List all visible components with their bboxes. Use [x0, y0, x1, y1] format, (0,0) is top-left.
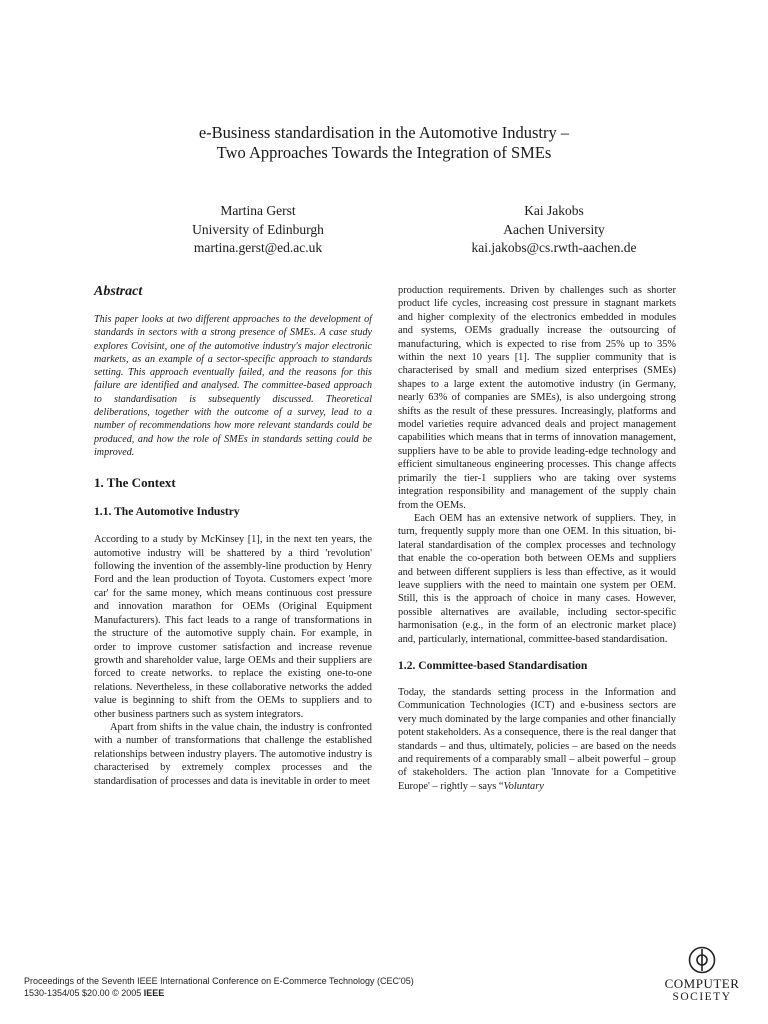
footer-copyright: 1530-1354/05 $20.00 © 2005: [24, 988, 144, 998]
body-paragraph: According to a study by McKinsey [1], in the next ten years, the automotive industry will be shattered by a third 'revolution' following the invention of the assembly-line production by Henry Ford and the lean production of Toyota. Customers expect 'more car' for the same money, which means continuous cost pressure and innovation marathon for OEMs (Original Equipment Manufacturers). This fact leads to a range of transformations in the structure of the automotive supply chain. For example, in order to improve customer satisfaction and increase revenue growth and shareholder value, large OEMs and their suppliers are forced to create networks. to replace the existing one-to-one relations. Nevertheless, in these collaborative networks the added value is beginning to shift from the OEMs to suppliers and to other business partners such as system integrators.: [94, 534, 372, 720]
author-block-1: [128, 202, 388, 258]
subsection-heading: 1.2. Committee-based Standardisation: [398, 658, 588, 672]
body-paragraph: production requirements. Driven by challenges such as shorter product life cycles, increasing cost pressure in stagnant markets and higher complexity of the electronics embedded in modules and systems, OEMs gradually increase the outsourcing of manufacturing, which is expected to rise from 25% up to 35% within the next 10 years [1]. The supplier community that is characterised by small and medium sized enterprises (SMEs) shapes to a large extent the automotive industry (in Germany, nearly 63% of companies are SMEs), is also undergoing strong shifts as the result of these pressures. Increasingly, platforms and model varieties require advanced deals and project management capabilities which means that in terms of innovation management, suppliers have to be able to provide leading-edge technology and efficient simultaneous engineering processes. This change affects primarily the tier-1 suppliers who are taking over systems integration responsibility and management of the supply chain from the OEMs.: [398, 285, 676, 511]
abstract-heading: Abstract: [94, 284, 143, 299]
body-text: Today, the standards setting process in the Information and Communication Technologies (ICT) and e-business sectors are very much dominated by the large companies and other financially potent stakeholders. As a consequence, there is the real danger that standards – and thus, ultimately, policies – are based on the needs and requirements of a comparably small – albeit powerful – group of stakeholders. The action plan 'Innovate for a Competitive Europe' – rightly – says “: [398, 686, 676, 792]
author-name: Kai Jakobs: [524, 203, 584, 218]
subsection-heading: 1.1. The Automotive Industry: [94, 505, 240, 519]
author-affiliation: University of Edinburgh: [192, 221, 324, 237]
author-email: kai.jakobs@cs.rwth-aachen.de: [471, 240, 637, 255]
body-paragraph: Apart from shifts in the value chain, the industry is confronted with a number of transformations that challenge the established relationships between industry players. The automotive industry is characterised by extremely complex processes and the standardisation of processes and data is inevitable in order to meet: [94, 721, 372, 787]
author-affiliation: Aachen University: [503, 221, 605, 237]
footer-line-1: Proceedings of the Seventh IEEE International Conference on E-Commerce Technology (CEC'05): [24, 976, 414, 986]
author-block-2: [404, 202, 704, 258]
author-email: martina.gerst@ed.ac.uk: [193, 240, 323, 255]
section-heading: 1. The Context: [94, 475, 176, 491]
paper-title: [0, 123, 768, 163]
footer: [24, 975, 414, 999]
left-column: [94, 284, 372, 788]
right-column: [398, 284, 676, 793]
abstract-text: This paper looks at two different approaches to the development of standards in sectors with a strong presence of SMEs. A case study explores Covisint, one of the automotive industry's major electronic markets, as an example of a sector-specific approach to standards setting. This approach eventually failed, and the reasons for this failure are identified and analysed. The committee-based approach to standardisation is subsequently discussed. Theoretical deliberations, together with the outcome of a survey, lead to a number of recommendations how more relevant standards could be produced, and how the role of SMEs in standards setting could be improved.: [94, 314, 372, 458]
ieee-emblem-icon: [688, 946, 716, 974]
author-name: Martina Gerst: [220, 203, 296, 218]
logo-text-society: SOCIETY: [672, 991, 732, 1003]
title-line-2: Two Approaches Towards the Integration of SMEs: [216, 143, 552, 162]
body-paragraph: Each OEM has an extensive network of suppliers. They, in turn, frequently supply more than one OEM. In this situation, bi-lateral standardisation of the complex processes and technology that enable the co-operation both between OEMs and suppliers and between different suppliers is less than effective, as it would leave suppliers with the need to maintain one system per OEM. Still, this is the approach of choice in many cases. However, possible alternatives are available, including sector-specific harmonisation (e.g., in the form of an electronic market place) and, particularly, international, committee-based standardisation.: [398, 512, 676, 645]
italic-text: Voluntary: [503, 780, 544, 792]
body-paragraph: [398, 686, 676, 793]
computer-society-logo: [654, 946, 750, 1010]
title-line-1: e-Business standardisation in the Automotive Industry –: [198, 123, 570, 142]
footer-line-2: [24, 987, 414, 999]
footer-ieee: IEEE: [143, 988, 165, 998]
logo-text-computer: COMPUTER: [664, 976, 740, 991]
